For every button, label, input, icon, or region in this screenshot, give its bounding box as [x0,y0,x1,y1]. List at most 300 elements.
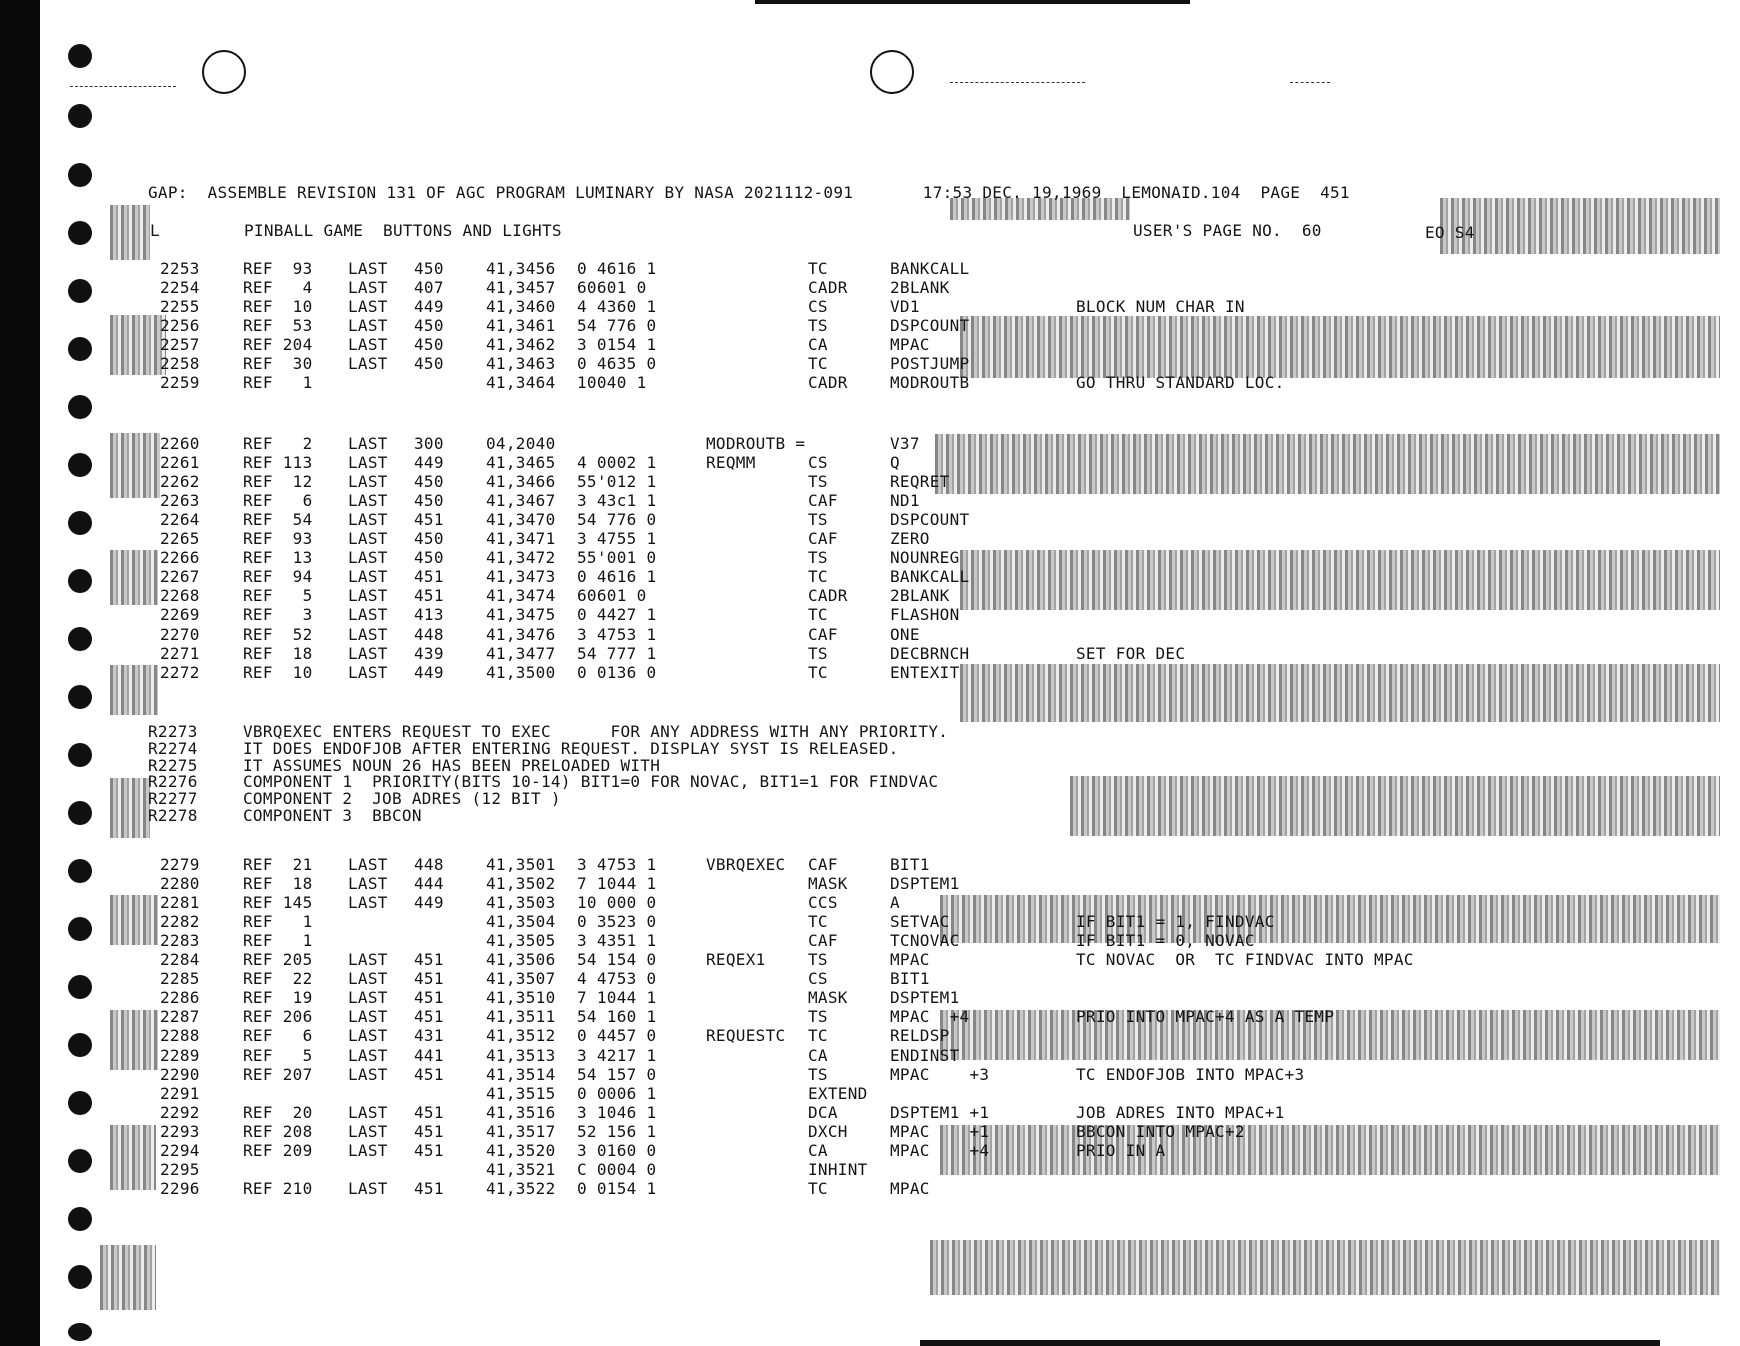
opcode: TC [808,605,828,625]
tractor-hole [68,511,92,535]
octal-word: C 0004 0 [577,1159,657,1179]
operand: TCNOVAC [890,931,960,951]
line-number: 2288 [160,1026,200,1046]
remark-text: COMPONENT 1 PRIORITY(BITS 10-14) BIT1=0 FOR NOVAC, BIT1=1 FOR FINDVAC [243,772,939,792]
opcode: TS [808,643,828,663]
operand: BANKCALL [890,259,970,278]
ref-count: REF 1 [243,373,313,393]
operand: DSPCOUNT [890,510,970,530]
last-keyword: LAST [348,855,388,874]
opcode: CAF [808,855,838,874]
operand: SETVAC [890,912,950,932]
last-page: 448 [414,624,444,644]
address: 41,3511 [486,1007,556,1027]
ref-count: REF 93 [243,529,313,549]
octal-word: 4 4753 0 [577,969,657,989]
remark-number: R2278 [148,805,198,825]
opcode: CA [808,1045,828,1065]
octal-word: 3 4753 1 [577,624,657,644]
octal-word: 0 0006 1 [577,1083,657,1103]
address: 41,3504 [486,912,556,932]
comment: SET FOR DEC [1076,643,1186,663]
last-keyword: LAST [348,1102,388,1122]
opcode: TS [808,1007,828,1027]
address: 41,3520 [486,1140,556,1160]
address: 41,3503 [486,893,556,913]
octal-word: 4 4360 1 [577,297,657,317]
ref-count: REF 6 [243,1026,313,1046]
last-keyword: LAST [348,950,388,970]
last-keyword: LAST [348,1026,388,1046]
last-keyword: LAST [348,1140,388,1160]
octal-word: 3 1046 1 [577,1102,657,1122]
last-page: 451 [414,567,444,587]
binder-ring-right [870,50,914,94]
octal-word: 3 4217 1 [577,1045,657,1065]
last-keyword: LAST [348,548,388,568]
octal-word: 0 4427 1 [577,605,657,625]
octal-word: 0 3523 0 [577,912,657,932]
ref-count: REF 205 [243,950,313,970]
last-page: 300 [414,434,444,453]
octal-word: 10 000 0 [577,893,657,913]
ref-count: REF 1 [243,912,313,932]
line-number: 2271 [160,643,200,663]
last-keyword: LAST [348,988,388,1008]
last-page: 450 [414,548,444,568]
remark-text: COMPONENT 3 BBCON [243,805,422,825]
octal-word: 0 0136 0 [577,662,657,682]
address: 41,3464 [486,373,556,393]
address: 41,3512 [486,1026,556,1046]
ref-count: REF 22 [243,969,313,989]
last-page: 407 [414,278,444,298]
scan-noise [935,434,1720,494]
last-keyword: LAST [348,278,388,298]
octal-word: 3 4753 1 [577,855,657,874]
remark-text: IT ASSUMES NOUN 26 HAS BEEN PRELOADED WITH [243,755,661,775]
operand: MPAC +3 [890,1064,990,1084]
line-number: 2286 [160,988,200,1008]
label: REQEX1 [706,950,766,970]
operand: Q [890,453,900,473]
opcode: CADR [808,373,848,393]
comment: IF BIT1 = 1, FINDVAC [1076,912,1275,932]
opcode: TC [808,1026,828,1046]
last-keyword: LAST [348,316,388,336]
line-number: 2268 [160,586,200,606]
scan-noise [100,1245,156,1310]
operand: 2BLANK [890,278,950,298]
ref-count: REF 18 [243,643,313,663]
ref-count: REF 204 [243,335,313,355]
operand: MPAC [890,335,930,355]
line-number: 2296 [160,1178,200,1198]
octal-word: 54 157 0 [577,1064,657,1084]
tractor-hole [68,279,92,303]
last-keyword: LAST [348,874,388,894]
last-page: 451 [414,969,444,989]
label: VBRQEXEC [706,855,786,874]
address: 41,3460 [486,297,556,317]
last-page: 449 [414,453,444,473]
last-keyword: LAST [348,1178,388,1198]
operand: DECBRNCH [890,643,970,663]
line-number: 2255 [160,297,200,317]
scan-noise [110,433,160,498]
listing-header: GAP: ASSEMBLE REVISION 131 OF AGC PROGRAM LUMINARY BY NASA 2021112-091 17:53 DEC. 19,1969 LEMONAID.104 PAGE 451 [148,183,1350,202]
ref-count: REF 4 [243,278,313,298]
operand: MPAC +4 [890,1007,970,1027]
last-page: 451 [414,950,444,970]
opcode: TC [808,1178,828,1198]
opcode: TS [808,316,828,336]
tractor-hole [68,221,92,245]
comment: GO THRU STANDARD LOC. [1076,373,1285,393]
operand: POSTJUMP [890,354,970,374]
address: 41,3506 [486,950,556,970]
perforation-line [1290,82,1330,84]
operand: MPAC [890,1178,930,1198]
opcode: DXCH [808,1121,848,1141]
line-number: 2262 [160,472,200,492]
line-number: 2259 [160,373,200,393]
octal-word: 0 4635 0 [577,354,657,374]
operand: ZERO [890,529,930,549]
tractor-hole [68,1033,92,1057]
scan-noise [1070,776,1720,836]
opcode: CS [808,297,828,317]
opcode: CA [808,1140,828,1160]
operand: BANKCALL [890,567,970,587]
remark-number: R2275 [148,755,198,775]
comment: PRIO INTO MPAC+4 AS A TEMP [1076,1007,1335,1027]
comment: PRIO IN A [1076,1140,1166,1160]
ref-count: REF 52 [243,624,313,644]
last-keyword: LAST [348,453,388,473]
address: 41,3510 [486,988,556,1008]
label: MODROUTB = [706,434,806,453]
octal-word: 0 4616 1 [577,567,657,587]
last-page: 451 [414,988,444,1008]
address: 41,3521 [486,1159,556,1179]
comment: JOB ADRES INTO MPAC+1 [1076,1102,1285,1122]
address: 41,3500 [486,662,556,682]
opcode: CADR [808,278,848,298]
last-keyword: LAST [348,1121,388,1141]
address: 41,3467 [486,491,556,511]
last-page: 451 [414,510,444,530]
opcode: CAF [808,529,838,549]
ref-count: REF 207 [243,1064,313,1084]
tractor-hole [68,1149,92,1173]
operand: ENDINST [890,1045,960,1065]
address: 41,3463 [486,354,556,374]
comment: IF BIT1 = 0, NOVAC [1076,931,1255,951]
opcode: TS [808,510,828,530]
scan-noise [110,205,150,260]
octal-word: 0 0154 1 [577,1178,657,1198]
address: 04,2040 [486,434,556,453]
line-number: 2261 [160,453,200,473]
scan-noise [960,550,1720,610]
scan-noise [1440,198,1720,254]
comment: BLOCK NUM CHAR IN [1076,297,1245,317]
tractor-hole [68,395,92,419]
remark-number: R2277 [148,789,198,809]
operand: DSPTEM1 [890,874,960,894]
perforation-line [950,82,1085,84]
last-page: 448 [414,855,444,874]
tractor-hole [68,337,92,361]
opcode: CADR [808,586,848,606]
opcode: TS [808,472,828,492]
ref-count: REF 5 [243,1045,313,1065]
tractor-hole [68,685,92,709]
opcode: TC [808,567,828,587]
opcode: MASK [808,988,848,1008]
octal-word: 52 156 1 [577,1121,657,1141]
octal-word: 54 776 0 [577,510,657,530]
opcode: CS [808,453,828,473]
line-number: 2254 [160,278,200,298]
address: 41,3513 [486,1045,556,1065]
line-number: 2294 [160,1140,200,1160]
ref-count: REF 53 [243,316,313,336]
line-number: 2280 [160,874,200,894]
last-page: 413 [414,605,444,625]
last-page: 449 [414,297,444,317]
octal-word: 3 43c1 1 [577,491,657,511]
last-keyword: LAST [348,335,388,355]
opcode: INHINT [808,1159,868,1179]
line-number: 2287 [160,1007,200,1027]
line-number: 2260 [160,434,200,453]
opcode: TS [808,548,828,568]
line-number: 2285 [160,969,200,989]
line-number: 2265 [160,529,200,549]
operand: REQRET [890,472,950,492]
ref-count: REF 21 [243,855,313,874]
ref-count: REF 18 [243,874,313,894]
ref-count: REF 20 [243,1102,313,1122]
last-page: 441 [414,1045,444,1065]
operand: ND1 [890,491,920,511]
opcode: CCS [808,893,838,913]
last-page: 450 [414,354,444,374]
ref-count: REF 210 [243,1178,313,1198]
remark-text: IT DOES ENDOFJOB AFTER ENTERING REQUEST. DISPLAY SYST IS RELEASED. [243,738,899,758]
last-keyword: LAST [348,586,388,606]
last-page: 451 [414,1102,444,1122]
scan-noise [930,1240,1720,1295]
octal-word: 60601 0 [577,586,647,606]
octal-word: 3 0160 0 [577,1140,657,1160]
octal-word: 54 154 0 [577,950,657,970]
line-number: 2295 [160,1159,200,1179]
line-number: 2266 [160,548,200,568]
line-number: 2293 [160,1121,200,1141]
scan-noise [960,664,1720,722]
opcode: TC [808,259,828,278]
line-number: 2253 [160,259,200,278]
last-page: 451 [414,1121,444,1141]
scan-noise [110,665,158,715]
tractor-hole [68,453,92,477]
last-keyword: LAST [348,259,388,278]
line-number: 2258 [160,354,200,374]
operand: ENTEXIT [890,662,960,682]
comment: TC ENDOFJOB INTO MPAC+3 [1076,1064,1305,1084]
line-number: 2291 [160,1083,200,1103]
address: 41,3472 [486,548,556,568]
address: 41,3462 [486,335,556,355]
octal-word: 54 776 0 [577,316,657,336]
tractor-hole [68,569,92,593]
operand: VD1 [890,297,920,317]
last-keyword: LAST [348,297,388,317]
address: 41,3517 [486,1121,556,1141]
ref-count: REF 6 [243,491,313,511]
octal-word: 60601 0 [577,278,647,298]
last-page: 449 [414,893,444,913]
operand: A [890,893,900,913]
tractor-hole [68,859,92,883]
opcode: TC [808,354,828,374]
line-number: 2290 [160,1064,200,1084]
binder-ring-left [202,50,246,94]
opcode: TC [808,912,828,932]
address: 41,3477 [486,643,556,663]
opcode: EXTEND [808,1083,868,1103]
operand: 2BLANK [890,586,950,606]
scan-noise [960,316,1720,378]
ref-count: REF 5 [243,586,313,606]
address: 41,3474 [486,586,556,606]
last-keyword: LAST [348,491,388,511]
line-number: 2284 [160,950,200,970]
address: 41,3473 [486,567,556,587]
line-number: 2257 [160,335,200,355]
octal-word: 0 4457 0 [577,1026,657,1046]
perforation-line [70,86,176,88]
line-number: 2264 [160,510,200,530]
opcode: CAF [808,624,838,644]
scan-noise [110,550,158,605]
tractor-hole [68,1207,92,1231]
operand: BIT1 [890,969,930,989]
operand: MPAC [890,950,930,970]
last-page: 451 [414,1007,444,1027]
address: 41,3465 [486,453,556,473]
octal-word: 4 0002 1 [577,453,657,473]
operand: DSPTEM1 [890,988,960,1008]
last-keyword: LAST [348,529,388,549]
operand: DSPTEM1 +1 [890,1102,990,1122]
address: 41,3457 [486,278,556,298]
address: 41,3456 [486,259,556,278]
line-number: 2282 [160,912,200,932]
opcode: MASK [808,874,848,894]
remark-number: R2276 [148,772,198,792]
bottom-rule [920,1340,1660,1346]
remark-number: R2274 [148,738,198,758]
last-keyword: LAST [348,1045,388,1065]
scanner-edge [0,0,40,1346]
ref-count: REF 12 [243,472,313,492]
line-number: 2281 [160,893,200,913]
last-page: 444 [414,874,444,894]
label: REQMM [706,453,756,473]
address: 41,3514 [486,1064,556,1084]
scan-noise [110,1010,158,1070]
last-keyword: LAST [348,969,388,989]
last-keyword: LAST [348,624,388,644]
address: 41,3516 [486,1102,556,1122]
label: REQUESTC [706,1026,786,1046]
tractor-hole [68,1091,92,1115]
octal-word: 0 4616 1 [577,259,657,278]
remark-text: VBRQEXEC ENTERS REQUEST TO EXEC FOR ANY ADDRESS WITH ANY PRIORITY. [243,722,949,741]
operand: ONE [890,624,920,644]
tractor-hole [68,44,92,68]
opcode: CS [808,969,828,989]
line-number: 2267 [160,567,200,587]
octal-word: 3 4755 1 [577,529,657,549]
line-number: 2270 [160,624,200,644]
comment: TC NOVAC OR TC FINDVAC INTO MPAC [1076,950,1414,970]
tractor-hole [68,163,92,187]
last-keyword: LAST [348,472,388,492]
ref-count: REF 19 [243,988,313,1008]
line-number: 2272 [160,662,200,682]
section-letter: L [150,221,160,240]
user-page-suffix: EO S4 [1425,223,1475,242]
line-number: 2289 [160,1045,200,1065]
ref-count: REF 145 [243,893,313,913]
line-number: 2269 [160,605,200,625]
address: 41,3522 [486,1178,556,1198]
octal-word: 3 4351 1 [577,931,657,951]
last-keyword: LAST [348,1064,388,1084]
top-rule [755,0,1190,4]
operand: DSPCOUNT [890,316,970,336]
ref-count: REF 10 [243,662,313,682]
address: 41,3476 [486,624,556,644]
line-number: 2279 [160,855,200,874]
last-page: 450 [414,529,444,549]
opcode: TS [808,1064,828,1084]
operand: FLASHON [890,605,960,625]
last-page: 450 [414,316,444,336]
tractor-hole [68,627,92,651]
opcode: CAF [808,931,838,951]
last-page: 450 [414,335,444,355]
octal-word: 54 160 1 [577,1007,657,1027]
tractor-hole [68,975,92,999]
last-page: 439 [414,643,444,663]
operand: V37 [890,434,920,453]
operand: BIT1 [890,855,930,874]
operand: MODROUTB [890,373,970,393]
address: 41,3505 [486,931,556,951]
operand: MPAC +4 [890,1140,990,1160]
last-keyword: LAST [348,643,388,663]
operand: NOUNREG [890,548,960,568]
address: 41,3461 [486,316,556,336]
ref-count: REF 3 [243,605,313,625]
last-keyword: LAST [348,434,388,453]
